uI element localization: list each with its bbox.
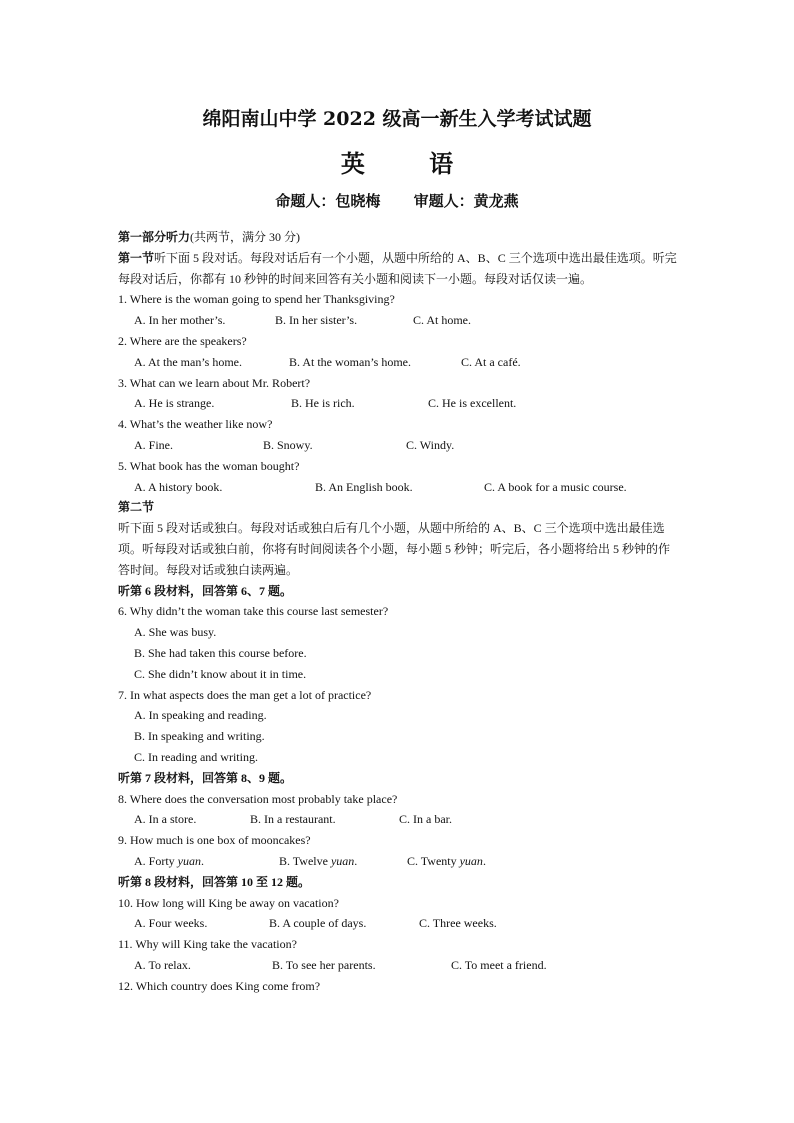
question-stem: 10. How long will King be away on vacation? [118,895,339,910]
option-b: B. Snowy. [263,437,313,452]
option-c: C. In reading and writing. [134,749,258,764]
question-stem: 2. Where are the speakers? [118,333,247,348]
option-c: C. Three weeks. [419,916,497,931]
reviewer-name: 审题人：黄龙燕 [413,192,519,210]
option-a: A. He is strange. [134,396,215,411]
option-b: B. In a restaurant. [250,812,336,827]
option-b: B. A couple of days. [269,916,367,931]
section2-label: 第二节 [118,500,155,515]
question-stem: 8. Where does the conversation most probably take place? [118,791,398,806]
option-row [118,393,678,414]
option-c: C. He is excellent. [428,396,517,411]
question-stem: 1. Where is the woman going to spend her Thanksgiving? [118,292,395,307]
option-c: C. A book for a music course. [484,479,627,494]
material-heading: 听第 6 段材料，回答第 6、7 题。 [118,583,293,598]
option-c: C. Windy. [406,437,455,452]
option-b: B. In her sister’s. [275,313,358,328]
option-b: B. Twelve yuan. [279,853,358,868]
option-a: A. She was busy. [134,625,217,640]
option-a: A. At the man’s home. [134,354,242,369]
material-heading: 听第 7 段材料，回答第 8、9 题。 [118,770,293,785]
option-row [118,851,678,872]
setter-name: 命题人：包晓梅 [275,192,381,210]
option-c: C. Twenty yuan. [407,853,486,868]
option-b: B. He is rich. [291,396,355,411]
option-b: B. To see her parents. [272,957,376,972]
option-a: A. Four weeks. [134,916,208,931]
author-line [0,190,794,211]
option-c: C. She didn’t know about it in time. [134,666,307,681]
option-a: A. To relax. [134,957,191,972]
option-c: C. At home. [413,313,472,328]
question-stem: 7. In what aspects does the man get a lot of practice? [118,687,372,702]
option-c: C. In a bar. [399,812,452,827]
option-row [118,435,678,456]
option-a: A. In speaking and reading. [134,708,267,723]
option-row [118,809,678,830]
option-b: B. She had taken this course before. [134,645,307,660]
option-a: A. In her mother’s. [134,313,226,328]
part1-heading: 第一部分听力(共两节，满分 30 分) [118,230,301,244]
question-stem: 6. Why didn’t the woman take this course last semester? [118,604,389,619]
question-stem: 3. What can we learn about Mr. Robert? [118,375,311,390]
section1-instructions: 第一节听下面 5 段对话。每段对话后有一个小题，从题中所给的 A、B、C 三个选项中选出最佳选项。听完每段对话后，你都有 10 秒钟的时间来回答有关小题和阅读下一小题。每段对话仅读一遍。 [118,250,677,286]
option-row [118,955,678,976]
option-row [118,477,678,498]
question-stem: 11. Why will King take the vacation? [118,937,297,952]
question-stem: 4. What’s the weather like now? [118,417,273,432]
option-a: A. Forty yuan. [134,853,204,868]
question-stem: 9. How much is one box of mooncakes? [118,833,311,848]
option-b: B. At the woman’s home. [289,354,411,369]
question-stem: 12. Which country does King come from? [118,978,321,993]
option-row [118,310,678,331]
option-b: B. In speaking and writing. [134,729,265,744]
subject-title: 英 语 [340,149,482,178]
option-a: A. Fine. [134,437,173,452]
option-b: B. An English book. [315,479,413,494]
question-stem: 5. What book has the woman bought? [118,458,300,473]
option-a: A. A history book. [134,479,223,494]
material-heading: 听第 8 段材料，回答第 10 至 12 题。 [118,874,311,889]
exam-content [118,227,678,996]
option-c: C. At a café. [461,354,521,369]
option-row [118,352,678,373]
option-row [118,913,678,934]
option-c: C. To meet a friend. [451,957,547,972]
option-a: A. In a store. [134,812,197,827]
exam-title: 绵阳南山中学 2022 级高一新生入学考试试题 [202,108,592,130]
section2-instructions: 听下面 5 段对话或独白。每段对话或独白后有几个小题，从题中所给的 A、B、C 三个选项中选出最佳选项。听每段对话或独白前，你将有时间阅读各个小题，每小题 5 秒钟；听完后，各小题将给出 5 秒钟的作答时间。每段对话或独白读两遍。 [118,521,671,577]
